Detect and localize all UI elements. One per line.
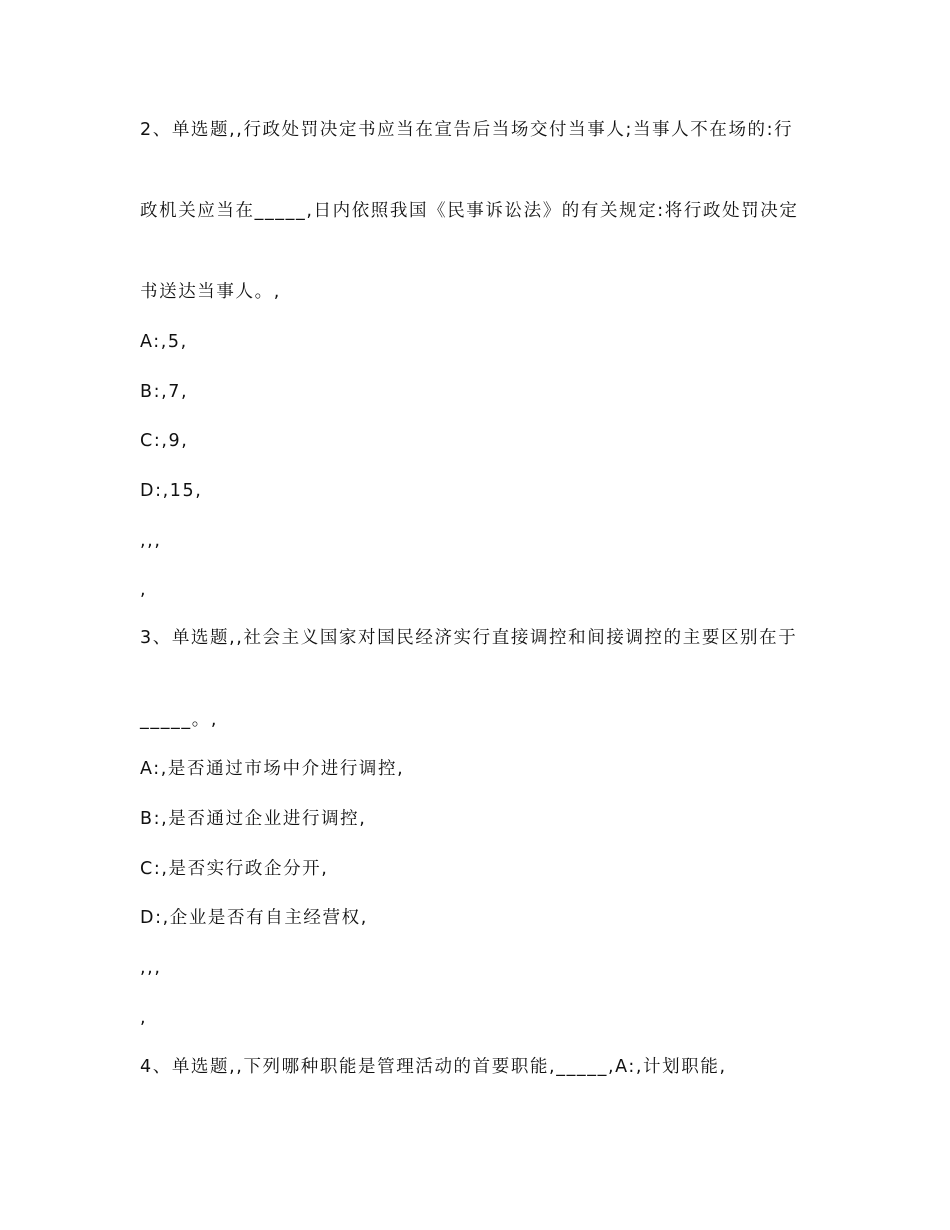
question-2-stem-line-3: 书送达当事人。, xyxy=(140,282,281,302)
question-3-separator-1: ,,, xyxy=(140,958,162,978)
question-2-stem-line-2: 政机关应当在_____,日内依照我国《民事诉讼法》的有关规定:将行政处罚决定 xyxy=(140,201,799,221)
question-3-separator-2: , xyxy=(140,1008,148,1028)
question-2-option-c: C:,9, xyxy=(140,431,189,451)
question-2-option-d: D:,15, xyxy=(140,481,203,501)
question-3-option-a: A:,是否通过市场中介进行调控, xyxy=(140,759,405,779)
question-2-separator-1: ,,, xyxy=(140,531,162,551)
question-2-stem-line-1: 2、单选题,,行政处罚决定书应当在宣告后当场交付当事人;当事人不在场的:行 xyxy=(140,120,794,140)
question-2-option-b: B:,7, xyxy=(140,382,189,402)
question-2-separator-2: , xyxy=(140,580,148,600)
question-2-option-a: A:,5, xyxy=(140,332,188,352)
question-3-stem-line-1: 3、单选题,,社会主义国家对国民经济实行直接调控和间接调控的主要区别在于 xyxy=(140,628,798,648)
question-3-option-d: D:,企业是否有自主经营权, xyxy=(140,908,368,928)
question-3-option-c: C:,是否实行政企分开, xyxy=(140,859,329,879)
question-4-stem-line-1: 4、单选题,,下列哪种职能是管理活动的首要职能,_____,A:,计划职能, xyxy=(140,1057,727,1077)
question-3-option-b: B:,是否通过企业进行调控, xyxy=(140,809,367,829)
question-3-stem-line-2: _____。, xyxy=(140,710,219,730)
